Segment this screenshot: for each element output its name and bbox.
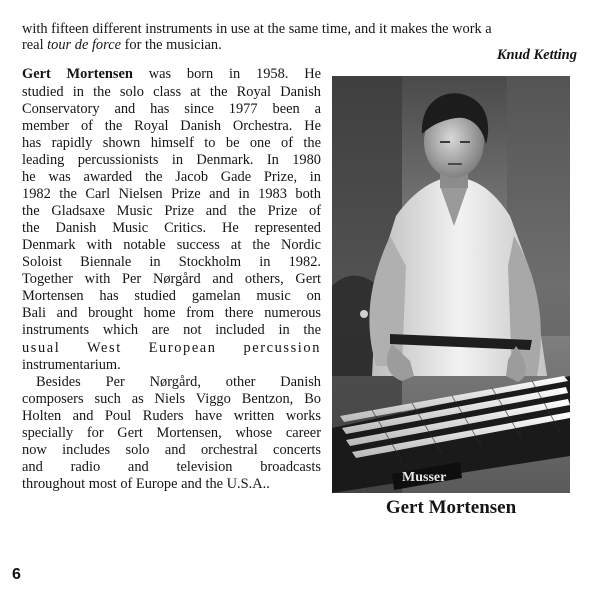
bio-line-22: specially for Gert Mortensen, whose career <box>22 425 321 441</box>
bio-line-19: Besides Per Nørgård, other Danish <box>36 374 321 390</box>
author-credit: Knud Ketting <box>496 47 577 63</box>
photo-caption: Gert Mortensen <box>385 497 517 518</box>
tour-de-force-italic: tour de force <box>47 37 121 53</box>
intro-line-1: with fifteen different instruments in use at the same time, and it makes the work a <box>22 21 492 37</box>
bio-line-6: leading percussionists in Denmark. In 1980 <box>22 152 321 168</box>
bio-line-2: studied in the solo class at the Royal Danish <box>22 84 321 100</box>
intro-line-2-start: real <box>22 37 48 53</box>
intro-line-2 <box>22 37 578 54</box>
bio-line-23: now includes solo and orchestral concerts <box>22 442 321 458</box>
intro-line-2-end: for the musician. <box>120 37 222 53</box>
bio-line-9: the Gladsaxe Music Prize and the Prize of <box>22 203 321 219</box>
bio-line-14: Mortensen has studied gamelan music on <box>22 288 321 304</box>
bio-line-8: 1982 the Carl Nielsen Prize and in 1983 both <box>22 186 321 202</box>
musser-logo: Musser <box>402 470 447 485</box>
bio-line-16: instruments which are not included in the <box>22 322 321 338</box>
bio-line-11: Denmark with notable success at the Nordic <box>22 237 321 253</box>
portrait-photo <box>332 76 570 493</box>
bio-line-10: the Danish Music Critics. He represented <box>22 220 321 236</box>
bio-line-21: Holten and Poul Ruders have written works <box>22 408 321 424</box>
bio-line-7: he was awarded the Jacob Gade Prize, in <box>22 169 321 185</box>
bio-lead-name: Gert Mortensen <box>22 66 133 82</box>
bio-line-1-rest: was born in 1958. He <box>132 66 321 82</box>
bio-line-25: throughout most of Europe and the U.S.A.. <box>22 476 270 492</box>
bio-line-13: Together with Per Nørgård and others, Gert <box>22 271 321 287</box>
bio-line-18: instrumentarium. <box>22 357 121 373</box>
bio-line-17: usual West European percussion <box>22 340 321 356</box>
bio-line-12: Soloist Biennale in Stockholm in 1982. <box>22 254 321 270</box>
bio-line-20: composers such as Niels Viggo Bentzon, Bo <box>22 391 321 407</box>
bio-line-3: Conservatory and has since 1977 been a <box>22 101 321 117</box>
bio-line-4: member of the Royal Danish Orchestra. He <box>22 118 321 134</box>
bio-line-15: Bali and brought home from there numerous <box>22 305 321 321</box>
photo-illustration <box>332 76 570 493</box>
bio-line-24: and radio and television broadcasts <box>22 459 321 475</box>
bio-line-1 <box>22 66 321 83</box>
page-number: 6 <box>12 566 21 583</box>
bio-line-5: has rapidly shown himself to be one of the <box>22 135 321 151</box>
